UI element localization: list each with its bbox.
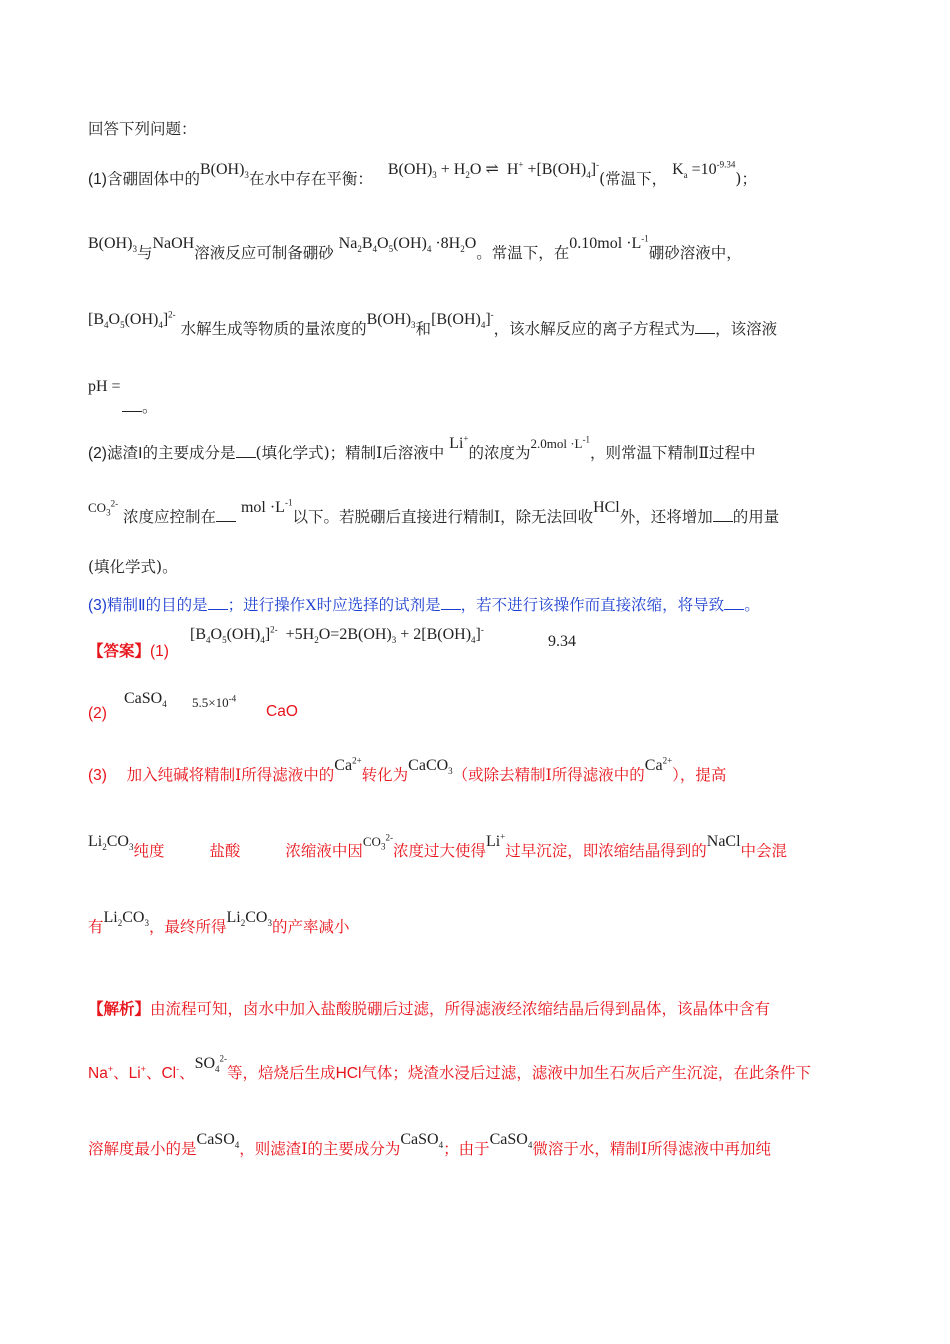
formula-caso4: CaSO$_4$ [400, 1131, 444, 1151]
q2-text: 以下。若脱硼后直接进行精制Ⅰ，除无法回收 [292, 508, 594, 526]
q1-text: 。 [142, 398, 158, 416]
q1-text: 溶液反应可制备硼砂 [194, 244, 334, 262]
answer-text: 转化为 [361, 766, 409, 784]
formula-li2co3: $Li_2CO_3$ [103, 909, 149, 929]
q2-text: (2)滤渣Ⅰ的主要成分是 [88, 445, 236, 462]
q1-line2 [88, 233, 742, 265]
q3-text: 时应选择的试剂是 [316, 596, 441, 614]
answer-blank [713, 507, 733, 522]
formula-hcl: HCl [593, 499, 620, 516]
equilibrium-equation: $B(OH)_3 + H_2O$ ⇌ $H^+ +[B(OH)_4]^-$ [387, 159, 600, 181]
answer-blank [208, 595, 228, 610]
analysis-text: ；由于 [443, 1140, 490, 1158]
q2-text: ，则常温下精制Ⅱ过程中 [589, 444, 756, 462]
ion-list: Na+、Li+、Cl-、 [88, 1063, 195, 1082]
q3-text: ，若不进行该操作而直接浓缩，将导致 [460, 596, 725, 614]
answer-blank [724, 595, 744, 610]
formula-co3-ion: CO32- [88, 498, 119, 518]
formula-li2co3: $Li_2CO_3$ [226, 909, 272, 929]
q2-text: 浓度应控制在 [123, 508, 217, 526]
formula-li-ion: Li+ [485, 831, 506, 850]
analysis-text: 气体；烧渣水浸后过滤，滤液中加生石灰后产生沉淀，在此条件下 [361, 1064, 811, 1082]
q2-text: 的用量 [732, 508, 780, 526]
formula-so4-ion: $SO_4^{2-}$ [194, 1053, 228, 1075]
ksp-answer: $5.5\times 10^{-4}$ [192, 693, 237, 710]
formula-boh3: $B(OH)_3$ [199, 161, 249, 181]
formula-ca-ion: $Ca^{2+}$ [334, 755, 362, 774]
intro-text: 回答下列问题： [88, 120, 197, 138]
answer-num: (3) [88, 767, 107, 784]
analysis-text: ，则滤渣Ⅰ的主要成分为 [239, 1140, 401, 1158]
formula-naoh: NaOH [152, 235, 195, 252]
q2-line3: (填化学式)。 [88, 558, 178, 576]
answer-text: 中会混 [740, 842, 788, 860]
answer-text: 加入纯碱将精制Ⅰ所得滤液中的 [126, 766, 335, 784]
formula-li2co3: $Li_2CO_3$ [88, 833, 134, 853]
answer-text: ），提高 [672, 766, 727, 784]
q1-line1 [88, 159, 757, 191]
answer-text: 过早沉淀，即浓缩结晶得到的 [505, 842, 707, 860]
formula-borax: $Na_2B_4O_5(OH)_4 \cdot 8H_2O$ [338, 235, 477, 255]
analysis-line3 [88, 1131, 771, 1161]
q2-text: (填化学式)；精制Ⅰ后溶液中 [255, 444, 445, 462]
q1-text: ，该水解反应的离子方程式为 [493, 320, 696, 338]
analysis-label: 【解析】 [88, 999, 151, 1018]
q2-text: 外，还将增加 [619, 508, 713, 526]
formula-boh3: $B(OH)_3$ [366, 311, 416, 331]
formula-boh3: $B(OH)_3$ [88, 235, 137, 255]
answer-blank [441, 595, 461, 610]
answer-text: 浓缩液中因 [285, 842, 363, 860]
formula-co3-ion: CO32- [362, 832, 393, 852]
formula-caso4: CaSO$_4$ [489, 1131, 533, 1151]
answer-3-line1 [88, 755, 727, 787]
q1-text: 水解生成等物质的量浓度的 [180, 320, 367, 338]
q3-text: 。 [744, 596, 760, 614]
answer-2-cao: CaO [266, 703, 298, 720]
unit-mol-l: mol $\cdot L^{-1}$ [240, 497, 293, 516]
q1-text: ，该溶液 [715, 320, 778, 338]
formula-caco3: CaCO$_3$ [408, 757, 453, 777]
analysis-line2 [88, 1053, 811, 1085]
answer-blank [695, 319, 715, 334]
concentration-1: $0.10mol \cdot L^{-1}$ [569, 233, 649, 252]
ka-expression: $K_a =10^{-9.34}$ [672, 159, 736, 181]
hydrolysis-equation: $[B_4O_5(OH)_4]^{2-} +5H_2O=2B(OH)_3 + 2[B(OH)_4]^-$ [190, 624, 484, 646]
q1-text: )； [735, 170, 757, 188]
answer-text: （或除去精制Ⅰ所得滤液中的 [452, 766, 645, 784]
q1-text: (1)含硼固体中的 [88, 171, 200, 188]
answer-num: (1) [150, 643, 169, 660]
analysis-text: 微溶于水，精制Ⅰ所得滤液中再加纯 [532, 1140, 771, 1158]
q3-line [88, 594, 760, 617]
formula-nacl: NaCl [706, 833, 741, 850]
concentration-2: 2.0mol ·L-1 [530, 434, 590, 451]
q1-text: 和 [415, 320, 432, 338]
q3-text: (3)精制Ⅱ的目的是 [88, 597, 208, 614]
q1-text: (常温下， [599, 170, 668, 188]
operation-x: X [305, 597, 317, 614]
q1-line3 [88, 309, 778, 341]
answer-blank [236, 443, 256, 458]
answer-label: 【答案】 [88, 641, 151, 660]
ph-answer: 9.34 [548, 633, 576, 650]
answer-blank [216, 507, 236, 522]
answer-text: ，最终所得 [148, 918, 227, 936]
answer-2-num: (2) [88, 705, 107, 722]
formula-boh4-ion: $[B(OH)_4]^-$ [431, 309, 494, 331]
analysis-text: 溶解度最小的是 [88, 1140, 197, 1158]
answer-3-line2 [88, 831, 788, 863]
formula-li-ion: Li+ [449, 433, 469, 452]
ph-label: pH = [88, 378, 121, 395]
answer-text: 浓度过大使得 [392, 842, 486, 860]
q1-text: 在水中存在平衡： [248, 170, 373, 188]
formula-caso4: CaSO$_4$ [124, 690, 167, 710]
answer-blank [122, 397, 142, 412]
analysis-text: 等，焙烧后生成 [227, 1064, 336, 1082]
answer-text: 的产率减小 [271, 918, 350, 936]
formula-caso4: CaSO$_4$ [196, 1131, 240, 1151]
q1-text: 硼砂溶液中， [648, 244, 742, 262]
analysis-text: 由流程可知，卤水中加入盐酸脱硼后过滤，所得滤液经浓缩结晶后得到晶体，该晶体中含有 [150, 1000, 771, 1018]
answer-3-line3 [88, 909, 350, 939]
answer-line1 [88, 640, 169, 663]
answer-text: 纯度 [133, 842, 165, 860]
answer-text: 有 [88, 918, 104, 936]
q1-text: 。常温下，在 [476, 244, 570, 262]
answer-text: 盐酸 [209, 842, 241, 860]
analysis-hcl: HCl [335, 1065, 362, 1082]
formula-ca-ion: $Ca^{2+}$ [644, 755, 673, 774]
formula-b4o5-ion: $[B_4O_5(OH)_4]^{2-}$ [88, 309, 176, 331]
q3-text: ；进行操作 [227, 596, 306, 614]
q2-text: 的浓度为 [468, 444, 531, 462]
q2-line2 [88, 497, 780, 529]
q1-text: 与 [136, 244, 153, 262]
ph-blank-line [122, 396, 158, 418]
analysis-line1 [88, 998, 770, 1020]
q2-line1 [88, 433, 756, 465]
